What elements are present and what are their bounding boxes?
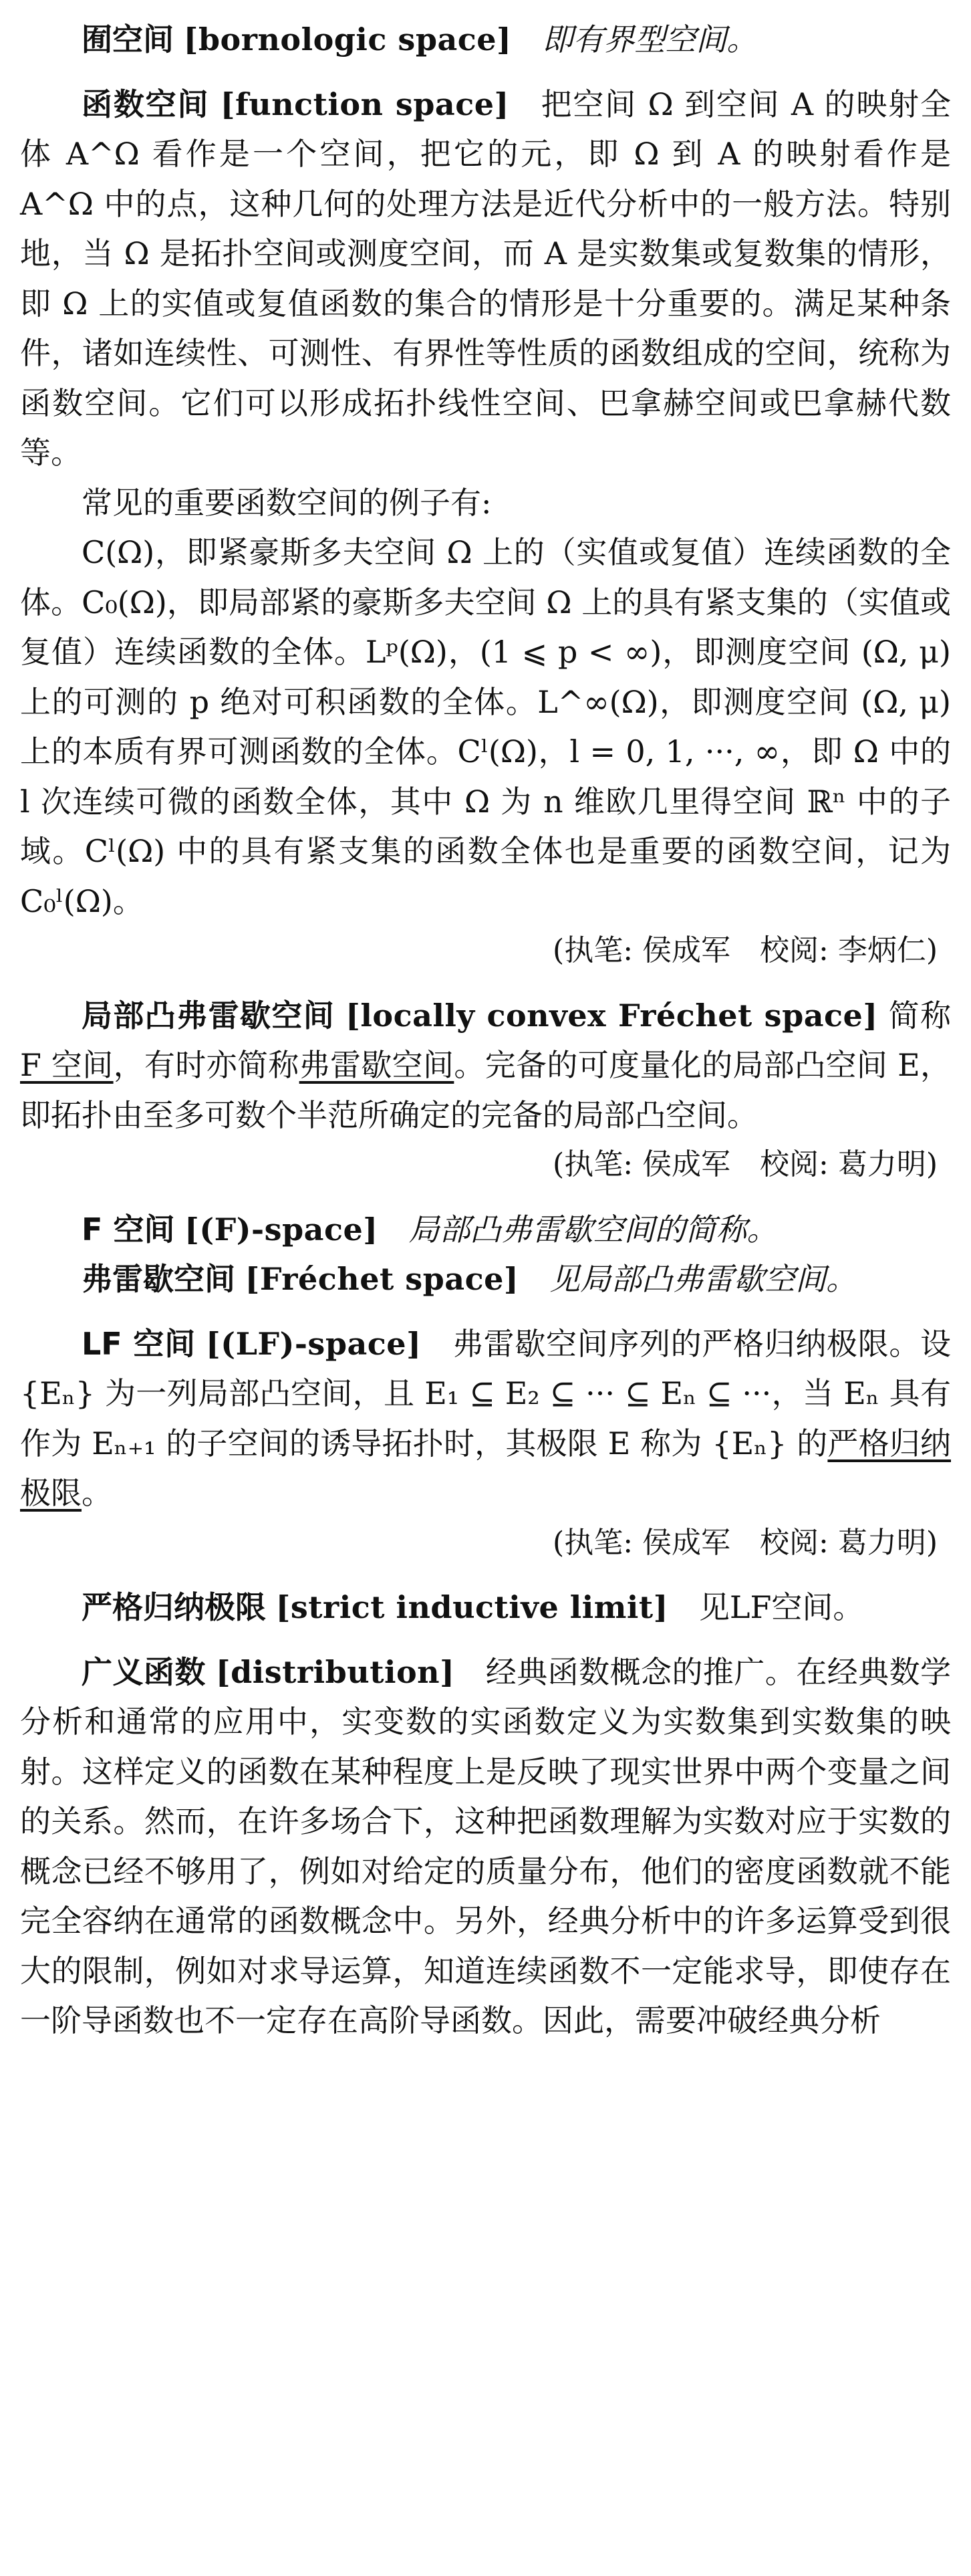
underlined-term-strict-inductive-limit: 严格归纳极限 — [20, 1425, 952, 1511]
underlined-term-f-space: F 空间 — [20, 1047, 114, 1083]
entry-text: 。 — [82, 1475, 112, 1511]
entry-frechet-space — [20, 1254, 951, 1304]
entry-term: 弗雷歇空间 — [82, 1261, 235, 1297]
entry-english-term: [function space] — [220, 86, 509, 122]
entry-english-term: [Fréchet space] — [245, 1261, 519, 1297]
entry-definition: 见LF空间。 — [698, 1589, 864, 1625]
entry-english-term: [(F)-space] — [184, 1211, 378, 1248]
entry-term: F 空间 — [82, 1211, 175, 1248]
entry-definition: 把空间 Ω 到空间 A 的映射全体 A^Ω 看作是一个空间，把它的元，即 Ω 到 A 的映射看作是 A^Ω 中的点，这种几何的处理方法是近代分析中的一般方法。特别地，当 Ω 是拓扑空间或测度空间，而 A 是实数集或复数集的情形，即 Ω 上的实值或复值函数的集合的情形是十分重要的。满足某种条件，诸如连续性、可测性、有界性等性质的函数组成的空间，统称为函数空间。它们可以形成拓扑线性空间、巴拿赫空间或巴拿赫代数等。 — [20, 86, 951, 471]
entry-function-space — [20, 80, 951, 478]
author-credit: (执笔: 侯成军 校阅: 葛力明) — [553, 1147, 938, 1181]
entry-english-term: [(LF)-space] — [206, 1325, 422, 1362]
entry-term: 囿空间 — [82, 21, 174, 57]
entry-text: 。完备的可度量化的局部凸空间 E，即拓扑由至多可数个半范所确定的完备的局部凸空间。 — [20, 1047, 952, 1133]
entry-definition: 即有界型空间。 — [542, 21, 758, 57]
entry-definition: 见局部凸弗雷歇空间。 — [549, 1261, 857, 1297]
entry-english-term: [bornologic space] — [183, 21, 512, 57]
entry-term: 广义函数 — [82, 1653, 206, 1690]
entry-english-term: [strict inductive limit] — [275, 1589, 668, 1625]
entry-text: ，有时亦简称 — [113, 1047, 299, 1083]
entry-text: 简称 — [888, 997, 952, 1034]
entry-bornologic-space — [20, 15, 951, 65]
entry-definition: 局部凸弗雷歇空间的简称。 — [408, 1211, 778, 1248]
author-credit: (执笔: 侯成军 校阅: 李炳仁) — [553, 933, 938, 967]
entry-lf-space — [20, 1319, 951, 1518]
entry-term: 严格归纳极限 — [82, 1589, 266, 1625]
entry-english-term: [locally convex Fréchet space] — [345, 997, 878, 1034]
entry-strict-inductive-limit — [20, 1583, 951, 1633]
entry-locally-convex-frechet-space — [20, 991, 951, 1141]
paragraph-examples-intro: 常见的重要函数空间的例子有: — [82, 484, 492, 521]
entry-term: 局部凸弗雷歇空间 — [82, 997, 335, 1034]
entry-term: LF 空间 — [82, 1325, 196, 1362]
paragraph-examples: C(Ω)，即紧豪斯多夫空间 Ω 上的（实值或复值）连续函数的全体。C₀(Ω)，即局部紧的豪斯多夫空间 Ω 上的具有紧支集的（实值或复值）连续函数的全体。Lᵖ(Ω)，(1 ⩽ p < ∞)，即测度空间 (Ω, μ) 上的可测的 p 绝对可积函数的全体。L^∞(Ω)，即测度空间 (Ω, μ) 上的本质有界可测函数的全体。Cˡ(Ω)，l = 0, 1, ···, ∞，即 Ω 中的 l 次连续可微的函数全体，其中 Ω 为 n 维欧几里得空间 ℝⁿ 中的子域。Cˡ(Ω) 中的具有紧支集的函数全体也是重要的函数空间，记为 C₀ˡ(Ω)。 — [20, 534, 951, 919]
entry-definition: 经典函数概念的推广。在经典数学分析和通常的应用中，实变数的实函数定义为实数集到实数集的映射。这样定义的函数在某种程度上是反映了现实世界中两个变量之间的关系。然而，在许多场合下，这种把函数理解为实数对应于实数的概念已经不够用了，例如对给定的质量分布，他们的密度函数就不能完全容纳在通常的函数概念中。另外，经典分析中的许多运算受到很大的限制，例如对求导运算，知道连续函数不一定能求导，即使存在一阶导函数也不一定存在高阶导函数。因此，需要冲破经典分析 — [20, 1653, 952, 2038]
author-credit: (执笔: 侯成军 校阅: 葛力明) — [553, 1525, 938, 1560]
entry-f-space — [20, 1205, 951, 1255]
entry-text: 弗雷歇空间序列的严格归纳极限。设 {Eₙ} 为一列局部凸空间，且 E₁ ⊆ E₂ ⊆ ··· ⊆ Eₙ ⊆ ···，当 Eₙ 具有作为 Eₙ₊₁ 的子空间的诱导拓扑时，其极限 E 称为 {Eₙ} 的 — [20, 1325, 952, 1461]
underlined-term-frechet-space: 弗雷歇空间 — [299, 1047, 454, 1083]
entry-distribution — [20, 1647, 951, 2046]
entry-term: 函数空间 — [82, 86, 210, 122]
entry-english-term: [distribution] — [215, 1653, 455, 1690]
